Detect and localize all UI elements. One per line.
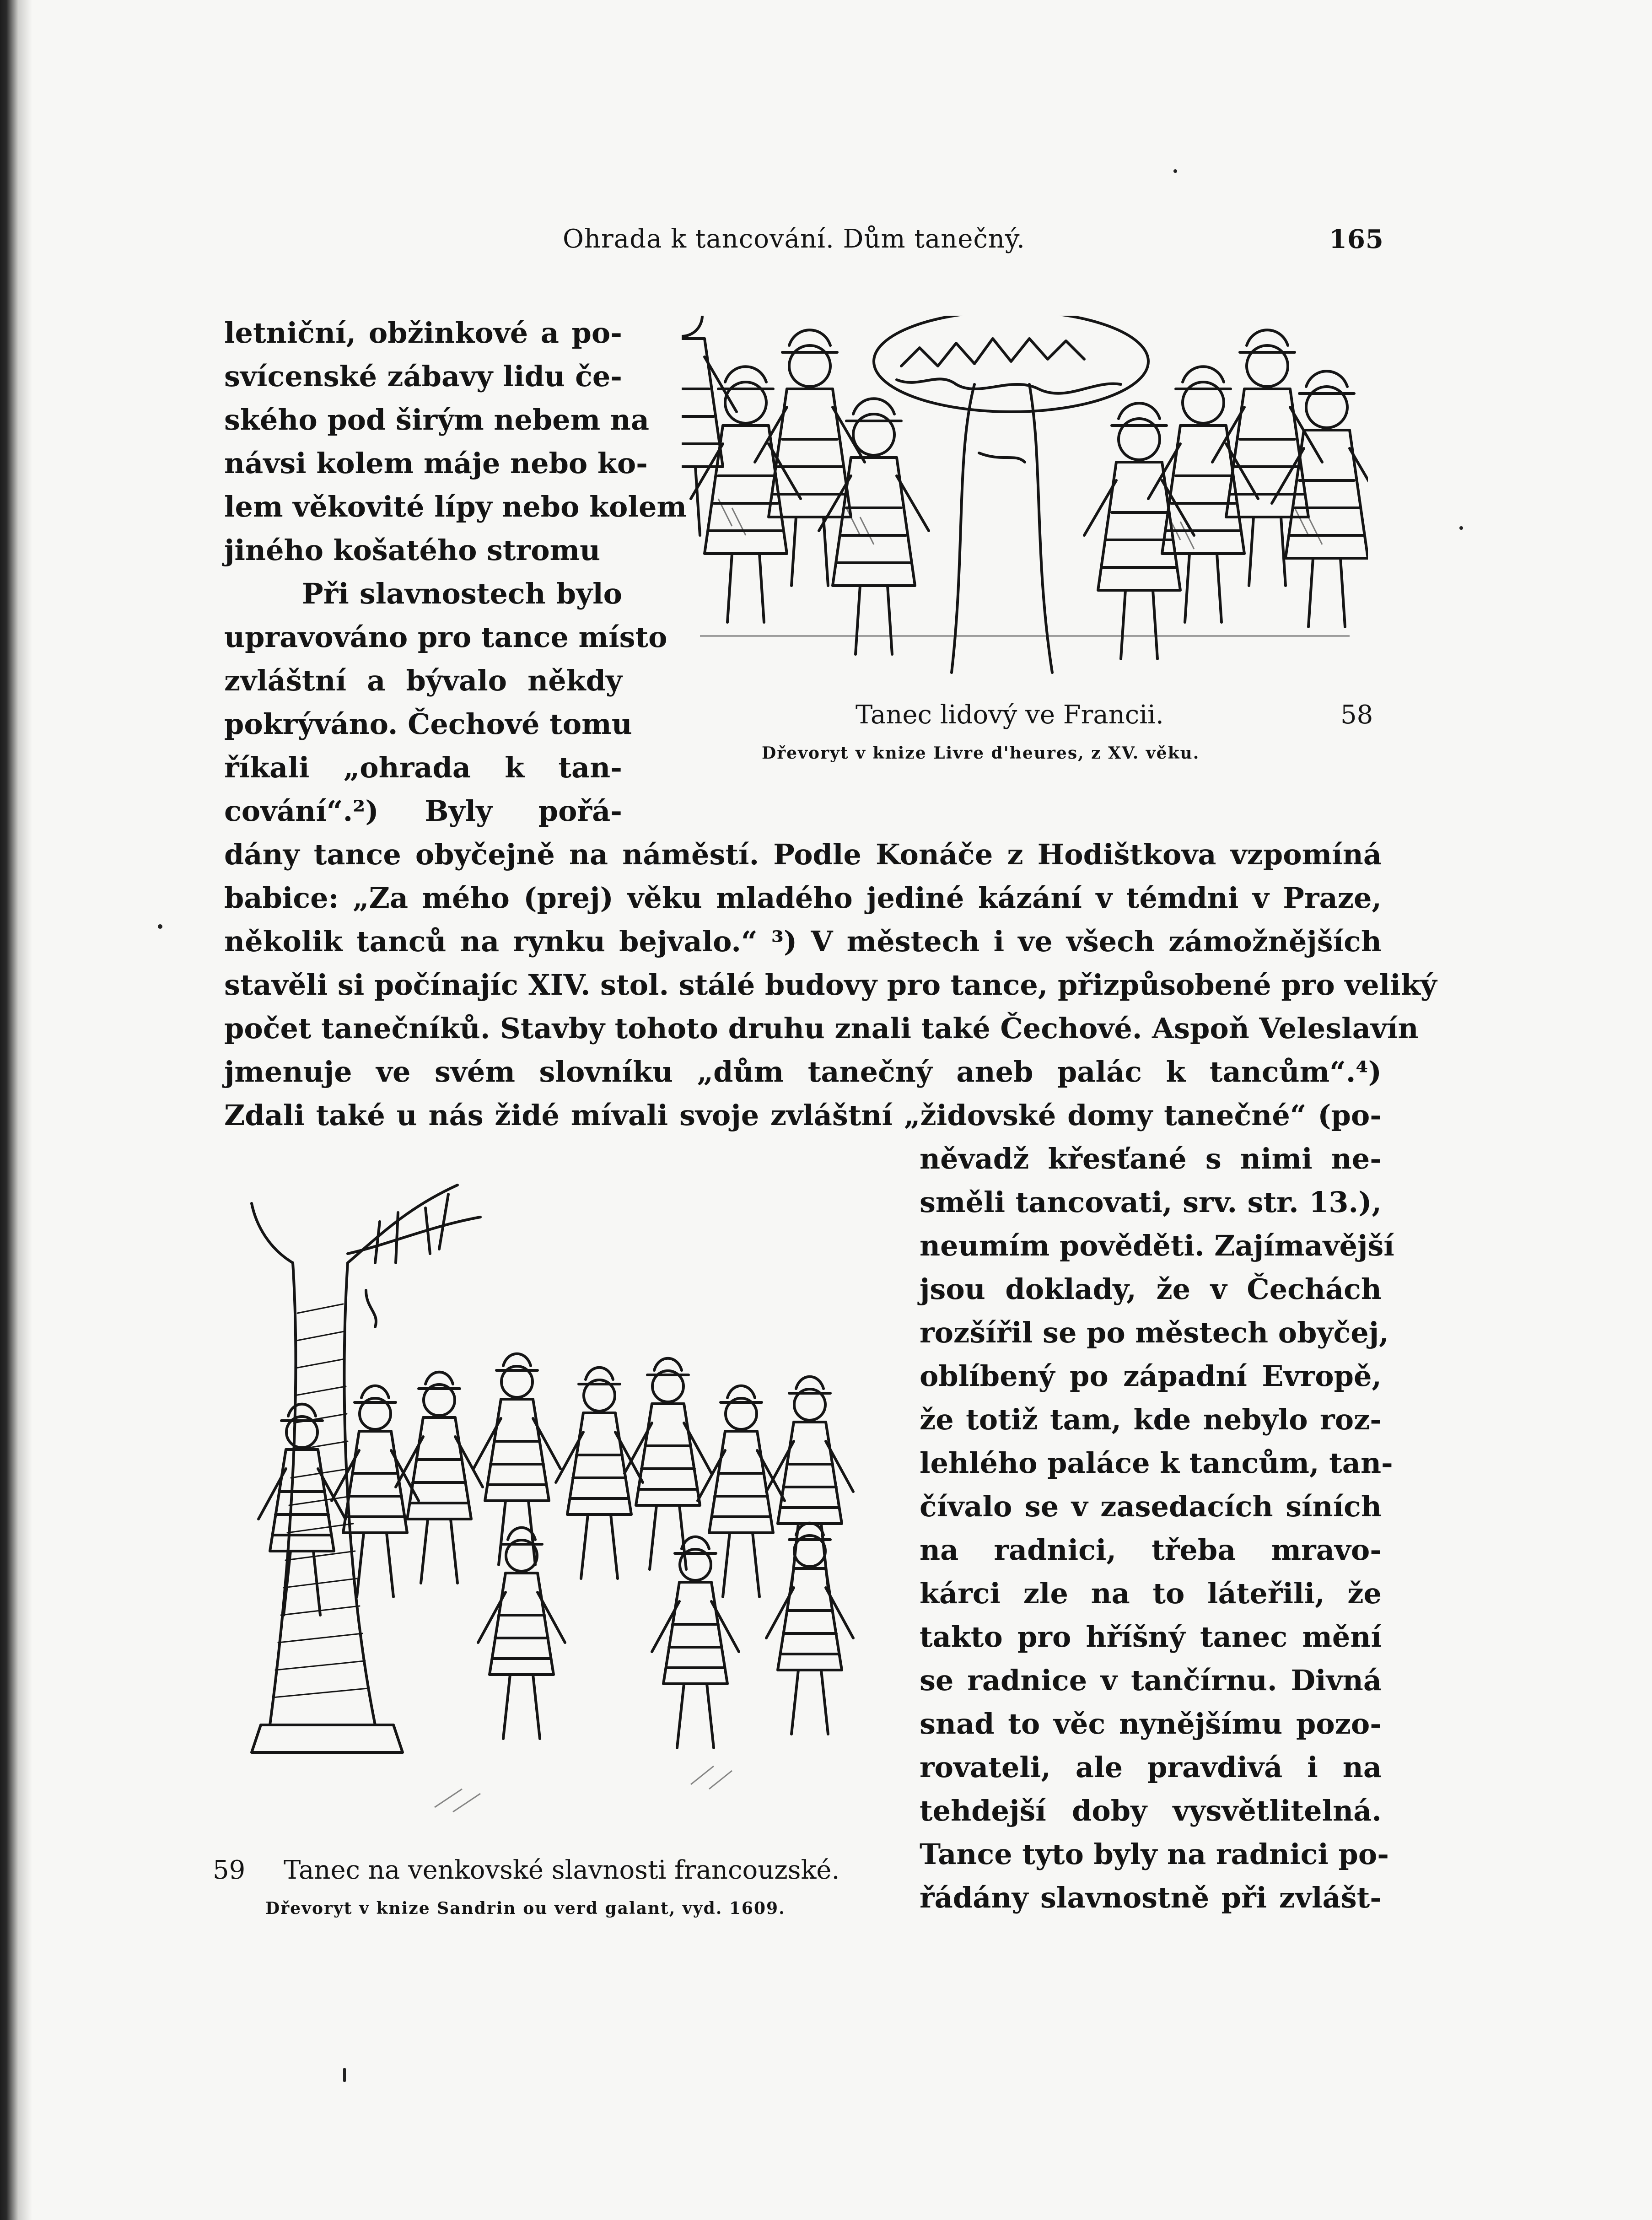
text-line: jmenuje ve svém slovníku „dům tanečný aneb palác k tancům“.⁴) (224, 1055, 1382, 1088)
text-line: neumím pověděti. Zajímavější (920, 1229, 1394, 1262)
scan-binding-edge (0, 0, 32, 2220)
text-line: snad to věc nynějšímu pozo- (920, 1707, 1382, 1740)
text-line: letniční, obžinkové a po- (224, 316, 622, 350)
figure-59-woodcut (242, 1176, 883, 1835)
figure-58-source: Dřevoryt v knize Livre d'heures, z XV. věku. (762, 744, 1200, 763)
text-line: na radnici, třeba mravo- (920, 1533, 1382, 1567)
text-line: lem věkovité lípy nebo kolem (224, 490, 687, 523)
text-line: pokrýváno. Čechové tomu (224, 707, 632, 741)
text-line: říkali „ohrada k tan- (224, 751, 622, 784)
running-head-title: Ohrada k tancování. Dům tanečný. (563, 224, 1025, 254)
text-line: čívalo se v zasedacích síních (920, 1490, 1382, 1523)
text-line: jiného košatého stromu (224, 533, 601, 567)
text-line: kárci zle na to láteřili, že (920, 1577, 1382, 1610)
figure-59-number: 59 (213, 1855, 246, 1885)
figure-58-woodcut (682, 316, 1368, 677)
text-line: Tance tyto byly na radnici po- (920, 1837, 1389, 1871)
text-line: zvláštní a bývalo někdy (224, 664, 622, 697)
text-line: dány tance obyčejně na náměstí. Podle Konáče z Hodištkova vzpomíná (224, 838, 1382, 871)
text-line: stavěli si počínajíc XIV. stol. stálé budovy pro tance, přizpůsobené pro veliký (224, 968, 1437, 1002)
text-line: se radnice v tančírnu. Divná (920, 1664, 1382, 1697)
text-line: oblíbený po západní Evropě, (920, 1359, 1382, 1393)
text-line: Při slavnostech bylo (302, 577, 622, 610)
scan-speck (1173, 169, 1177, 173)
page-number: 165 (1329, 224, 1384, 254)
figure-59-caption: Tanec na venkovské slavnosti francouzské. (284, 1855, 840, 1885)
text-line: směli tancovati, srv. str. 13.), (920, 1185, 1382, 1219)
text-line: že totiž tam, kde nebylo roz- (920, 1403, 1382, 1436)
scan-speck (158, 924, 162, 929)
figure-58-number: 58 (1340, 700, 1373, 730)
text-line: svícenské zábavy lidu če- (224, 360, 622, 393)
text-line: takto pro hříšný tanec mění (920, 1620, 1382, 1654)
text-line: Zdali také u nás židé mívali svoje zvláštní „židovské domy tanečné“ (po- (224, 1099, 1382, 1132)
scan-speck (1459, 526, 1463, 530)
text-line: rozšířil se po městech obyčej, (920, 1316, 1389, 1349)
text-line: ského pod širým nebem na (224, 403, 650, 436)
text-line: lehlého paláce k tancům, tan- (920, 1446, 1393, 1480)
text-line: babice: „Za mého (prej) věku mladého jediné kázání v témdni v Praze, (224, 881, 1382, 915)
folk-dance-illustration (682, 316, 1368, 677)
text-line: rovateli, ale pravdivá i na (920, 1751, 1382, 1784)
village-festival-illustration (242, 1176, 883, 1835)
text-line: návsi kolem máje nebo ko- (224, 447, 648, 480)
text-line: upravováno pro tance místo (224, 620, 667, 654)
text-line: tehdejší doby vysvětlitelná. (920, 1794, 1382, 1827)
scan-speck (343, 2068, 346, 2082)
figure-59-source: Dřevoryt v knize Sandrin ou verd galant, vyd. 1609. (265, 1899, 786, 1918)
text-line: několik tanců na rynku bejvalo.“ ³) V městech i ve všech zámožnějších (224, 925, 1382, 958)
text-line: cování“.²) Byly pořá- (224, 794, 622, 828)
text-line: něvadž křesťané s nimi ne- (920, 1142, 1382, 1175)
text-line: jsou doklady, že v Čechách (920, 1272, 1382, 1306)
text-line: počet tanečníků. Stavby tohoto druhu znali také Čechové. Aspoň Veleslavín (224, 1012, 1419, 1045)
text-line: řádány slavnostně při zvlášt- (920, 1881, 1382, 1914)
figure-58-caption: Tanec lidový ve Francii. (856, 700, 1164, 730)
